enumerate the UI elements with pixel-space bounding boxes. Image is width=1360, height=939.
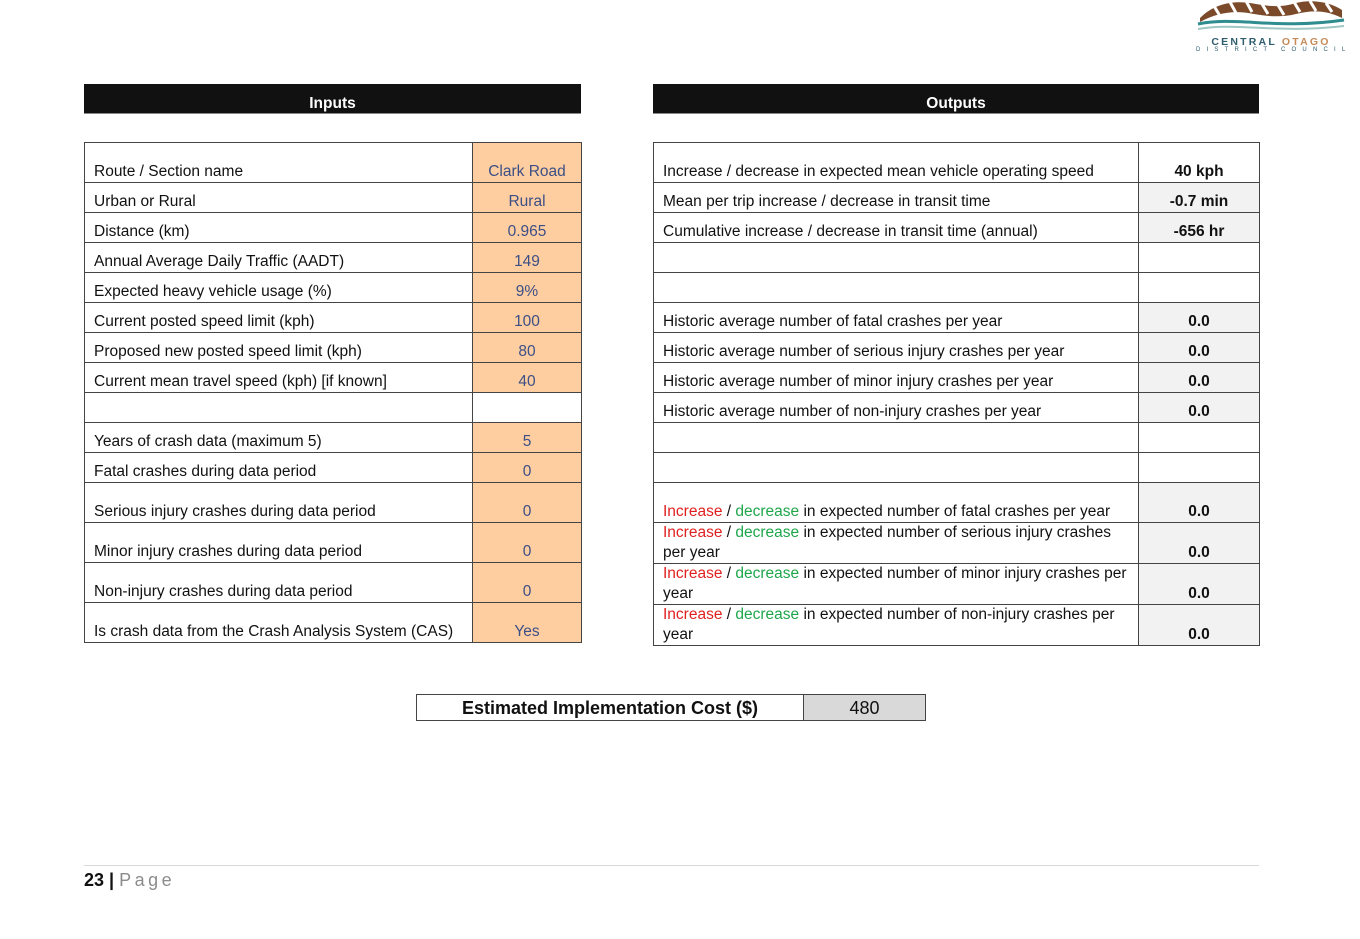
decrease-word: decrease [735,503,800,520]
input-label: Distance (km) [85,213,473,243]
output-label [654,523,1139,564]
cost-table [416,694,926,721]
page-number: 23 [84,870,105,890]
input-label: Expected heavy vehicle usage (%) [85,273,473,303]
table-row [654,183,1260,213]
table-row [85,483,582,523]
input-label: Current mean travel speed (kph) [if known] [85,363,473,393]
input-label: Years of crash data (maximum 5) [85,423,473,453]
output-label: Historic average number of minor injury crashes per year [654,363,1139,393]
increase-word: Increase [663,606,723,623]
output-label: Increase / decrease in expected mean vehicle operating speed [654,143,1139,183]
input-value[interactable]: 0 [473,523,582,563]
output-value: 0.0 [1139,564,1260,605]
table-row [85,183,582,213]
table-row [85,453,582,483]
output-value: -0.7 min [1139,183,1260,213]
output-value: 0.0 [1139,483,1260,523]
input-label: Minor injury crashes during data period [85,523,473,563]
table-row [417,695,926,721]
logo-subtitle: DISTRICT COUNCIL [1196,47,1352,53]
table-row [654,605,1260,646]
decrease-word: decrease [735,606,800,623]
table-row [654,393,1260,423]
slash: / [722,606,736,623]
output-label: Historic average number of serious injury crashes per year [654,333,1139,363]
slash: / [722,524,736,541]
cost-label: Estimated Implementation Cost ($) [417,695,804,721]
hills-logo-icon [1196,0,1346,34]
slash: / [722,503,736,520]
increase-word: Increase [663,524,723,541]
output-label [654,243,1139,273]
slash: / [722,565,736,582]
input-label: Urban or Rural [85,183,473,213]
output-value: -656 hr [1139,213,1260,243]
output-value: 0.0 [1139,303,1260,333]
label-rest: in expected number of minor injury crashes per year [663,565,1127,602]
output-label [654,564,1139,605]
output-label [654,483,1139,523]
output-value [1139,273,1260,303]
decrease-word: decrease [735,565,800,582]
table-row [654,243,1260,273]
input-label [85,393,473,423]
input-value[interactable]: 40 [473,363,582,393]
table-row [85,303,582,333]
table-row [654,273,1260,303]
table-row [85,423,582,453]
inputs-header: Inputs [84,84,581,114]
input-label: Fatal crashes during data period [85,453,473,483]
output-value: 0.0 [1139,333,1260,363]
table-row [654,303,1260,333]
table-row [85,333,582,363]
increase-word: Increase [663,565,723,582]
input-value[interactable]: 0.965 [473,213,582,243]
inputs-table [84,142,582,643]
output-value: 0.0 [1139,605,1260,646]
table-row [85,563,582,603]
input-value[interactable]: 0 [473,483,582,523]
input-value[interactable]: 149 [473,243,582,273]
table-row [654,523,1260,564]
table-row [85,603,582,643]
output-label: Cumulative increase / decrease in transit time (annual) [654,213,1139,243]
input-value [473,393,582,423]
output-value [1139,423,1260,453]
table-row [654,213,1260,243]
input-label: Serious injury crashes during data period [85,483,473,523]
cost-value: 480 [804,695,926,721]
table-row [654,363,1260,393]
output-label: Historic average number of non-injury crashes per year [654,393,1139,423]
input-label: Non-injury crashes during data period [85,563,473,603]
input-value[interactable]: Clark Road [473,143,582,183]
outputs-header: Outputs [653,84,1259,114]
table-row [654,143,1260,183]
increase-word: Increase [663,503,723,520]
table-row [654,483,1260,523]
input-label: Annual Average Daily Traffic (AADT) [85,243,473,273]
decrease-word: decrease [735,524,800,541]
input-value[interactable]: 9% [473,273,582,303]
output-value [1139,453,1260,483]
input-value[interactable]: Rural [473,183,582,213]
output-label [654,273,1139,303]
table-row [85,143,582,183]
label-rest: in expected number of serious injury crashes per year [663,524,1112,561]
table-row [654,564,1260,605]
footer-separator: | [109,870,115,890]
table-row [654,453,1260,483]
input-label: Is crash data from the Crash Analysis System (CAS) [85,603,473,643]
table-row [85,243,582,273]
output-value: 0.0 [1139,363,1260,393]
output-value: 40 kph [1139,143,1260,183]
output-label: Mean per trip increase / decrease in transit time [654,183,1139,213]
output-label: Historic average number of fatal crashes per year [654,303,1139,333]
output-value: 0.0 [1139,393,1260,423]
input-value[interactable]: 100 [473,303,582,333]
output-label [654,453,1139,483]
page-footer [84,869,175,891]
table-row [654,333,1260,363]
input-label: Route / Section name [85,143,473,183]
table-row [85,273,582,303]
input-value[interactable]: 0 [473,563,582,603]
label-rest: in expected number of non-injury crashes per year [663,606,1115,643]
output-value [1139,243,1260,273]
council-logo [1196,0,1352,58]
table-row [85,213,582,243]
input-value[interactable]: Yes [473,603,582,643]
input-value[interactable]: 80 [473,333,582,363]
output-value: 0.0 [1139,523,1260,564]
outputs-table [653,142,1260,646]
logo-title: CENTRAL OTAGO [1211,36,1331,48]
table-row [85,393,582,423]
table-row [654,423,1260,453]
table-row [85,523,582,563]
input-value[interactable]: 5 [473,423,582,453]
input-label: Current posted speed limit (kph) [85,303,473,333]
page-word: Page [119,870,176,890]
output-label [654,605,1139,646]
label-rest: in expected number of fatal crashes per year [799,503,1111,520]
table-row [85,363,582,393]
output-label [654,423,1139,453]
input-value[interactable]: 0 [473,453,582,483]
input-label: Proposed new posted speed limit (kph) [85,333,473,363]
footer-divider [84,865,1259,866]
